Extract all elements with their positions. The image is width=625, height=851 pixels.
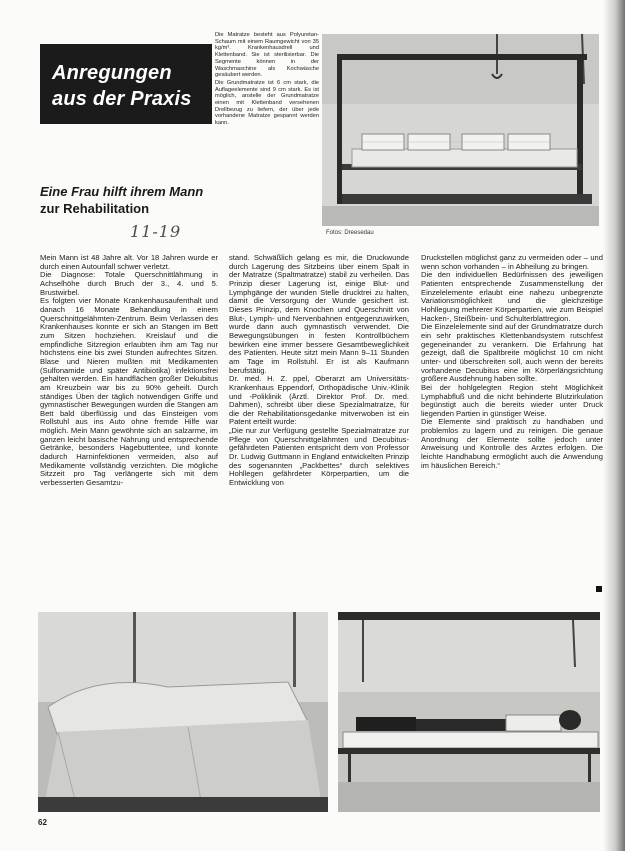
banner-line-1: Anregungen	[52, 62, 172, 84]
handwritten-note: 11-19	[130, 222, 182, 241]
intro-paragraph-1: Die Matratze besteht aus Polyuretan-Schaum mit einem Raumgewicht von 35 kg/m³. Krankenhausdrell und Klettenband. Sie ist sterilisierbar. Die Segmente können in der Waschmaschine als Kochwäsche gesäubert werden.	[215, 32, 319, 79]
headline-line-1: Eine Frau hilft ihrem Mann	[40, 184, 204, 199]
col1-paragraph-1: Mein Mann ist 48 Jahre alt. Vor 18 Jahren wurde er durch einen Autounfall schwer verletzt.	[40, 254, 218, 271]
text-column-2	[229, 254, 409, 599]
col1-paragraph-3: Es folgten vier Monate Krankenhausaufenthalt und danach 16 Monate Behandlung in einem Querschnittgelähmten-Zentrum. Beim Verlassen des Krankenhauses konnte er sich an Stangen im Bett zum Sitzen hochziehen. Kreislauf und die empfindliche Sitzregion erlaubten ihm am Tag nur höchstens eine bis zwei Stunden aufrechtes Sitzen. Blase und Nieren mußten mit Medikamenten (Sulfonamide und später Antibiotika) infektionsfrei gehalten werden. Ein handflächen großer Dekubitus am Kreuzbein war bis zu 90% geheilt. Durch ständiges Üben der täglich notwendigen Griffe und gymnastischer Bewegungen wurden die Stangen am Bett bald überflüssig und das Einsteigen vom Rollstuhl aus ins Auto ohne fremde Hilfe war möglich. Mein Mann gewöhnte sich an salzarme, im ganzen leicht basische Nahrung und entsprechende Getränke, besonders Hagebuttentee, und konnte dadurch Harninfektionen vermeiden, also auf Medikamente vollständig verzichten. Die mögliche Sitzzeit pro Tag verlängerte sich mit dem verbesserten Gesamtzu-	[40, 296, 218, 488]
photo-credit: Fotos: Dreesedau	[326, 230, 374, 236]
col1-paragraph-2: Die Diagnose: Totale Querschnittlähmung in Achselhöhe durch Bruch der 3., 4. und 5. Brustwirbel.	[40, 270, 218, 297]
article-headline	[40, 183, 220, 217]
banner-line-2: aus der Praxis	[52, 88, 192, 110]
page-fold-shadow	[603, 0, 625, 851]
intro-paragraph-2: Die Grundmatratze ist 6 cm stark, die Auflageelemente sind 9 cm stark. Es ist möglich, anstelle der Grundmatratze einen mit Klettenband versehenen Drellbezug zu liefern, der über jede vorhandene Matratze gespannt werden kann.	[215, 79, 319, 127]
col3-paragraph-2: Die den individuellen Bedürfnissen des jeweiligen Patienten entsprechende Zusammenstellung der Einzelelemente erlaubt eine nahezu unbegrenzte Variationsmöglichkeit und die gleichzeitige Hohllegung mehrerer Körperpartien, wie zum Beispiel Hacken-, Steißbein- und Schulterblattregion.	[421, 270, 603, 323]
headline-line-2: zur Rehabilitation	[40, 201, 150, 216]
col3-paragraph-1: Druckstellen möglichst ganz zu vermeiden oder – und wenn schon vorhanden – in Abheilung zu bringen.	[421, 254, 603, 271]
article-end-mark	[596, 586, 602, 592]
photo-mattress-bed	[322, 34, 599, 226]
col2-paragraph-3: „Die nur zur Verfügung gestellte Spezialmatratze zur Pflege von Querschnittgelähmten und Decubitus-gefährdeten Patienten entspricht dem von Professor Dr. Ludwig Guttmann in England entwickelten Prinzip des sogenannten „Packbettes“ durch selektives Hohllegen gefährdeter Körperpartien, um die Entwicklung von	[229, 426, 409, 488]
text-column-3	[421, 254, 603, 599]
col3-paragraph-4: Bei der hohlgelegten Region steht Möglichkeit Lymphabfluß und die nicht behinderte Blutzirkulation begünstigt auch die bereits wieder unter Druck liegenden Partien in günstiger Weise.	[421, 382, 603, 418]
photo-covered-mattress	[38, 612, 328, 812]
section-banner	[40, 44, 212, 124]
col2-paragraph-1: stand. Schwäßlich gelang es mir, die Druckwunde durch Lagerung des Sitzbeins über einem Spalt in der Matratze (Spaltmatratze) stabil zu verheilen. Das Prinzip dieser Lagerung ist, einige Blut- und Lymphgänge der wunden Stelle drucktrei zu halten, damit die Versorgung der Wunde gesichert ist. Dieses Prinzip, dem Knochen und Querschnitt von Blut-, Lymph- und Nervenbahnen entgegenzuwirken, wurde dann auch gymnastisch verwendet. Die Bewegungsübungen in festen Kontrollbüchern bewirken eine immer bessere Gesamtbeweglichkeit des Patienten. Heute sitzt mein Mann 9–11 Stunden am Tage im Rollstuhl. Er ist als Kaufmann berufstätig.	[229, 254, 409, 375]
col3-paragraph-3: Die Einzelelemente sind auf der Grundmatratze durch ein sehr praktisches Klettenbandsystem rutschfest gegeneinander zu verankern. Die Erfahrung hat gezeigt, daß die Spaltbreite möglichst 10 cm nicht unter- und überschreiten soll, auch wenn der bereits vorhandene Decubitus eine im Körperlängsrichtung größere Ausdehnung haben sollte.	[421, 322, 603, 384]
text-column-1	[40, 254, 218, 599]
intro-text	[215, 32, 319, 244]
col3-paragraph-5: Die Elemente sind praktisch zu handhaben und problemlos zu lagern und zu reinigen. Die genaue Anordnung der Elemente sollte jedoch unter Anweisung und Kontrolle des Arztes erfolgen. Die leichte Handhabung ermöglicht auch die Anwendung im häuslichen Bereich.“	[421, 417, 603, 470]
col2-paragraph-2: Dr. med. H. Z. ppel, Oberarzt am Universitäts-Krankenhaus Eppendorf, Orthopädische Univ.-Klinik und -Poliklinik (Ärztl. Direktor Prof. Dr. med. Dahmen), schreibt über diese Spezialmatratze, für die der Rehabilitationsgedanke mitverwoben ist ein Patent erteilt wurde:	[229, 374, 409, 427]
page-number: 62	[38, 818, 47, 827]
photo-patient-on-mattress	[338, 612, 600, 812]
